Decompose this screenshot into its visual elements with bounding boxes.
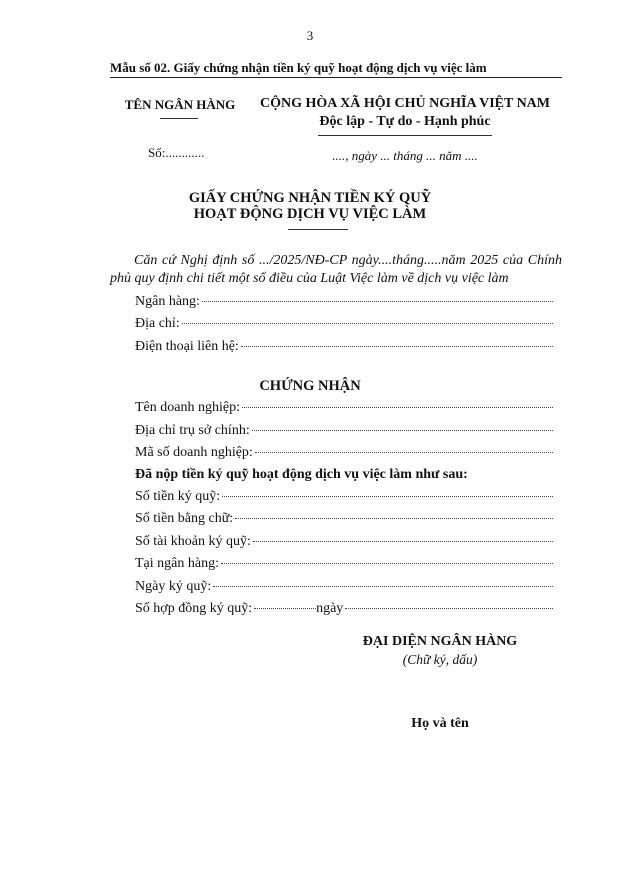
fill-line[interactable] (252, 430, 553, 431)
field-amount-in-words[interactable] (135, 511, 553, 527)
field-enterprise-code[interactable] (135, 445, 553, 461)
field-enterprise-name[interactable] (135, 400, 553, 416)
republic-heading: CỘNG HÒA XÃ HỘI CHỦ NGHĨA VIỆT NAM (259, 96, 550, 111)
certify-heading: CHỨNG NHẬN (259, 378, 361, 394)
field-label: Ngân hàng: (135, 294, 200, 309)
top-divider (110, 77, 562, 78)
field-label-date: ngày (316, 601, 344, 616)
paid-heading: Đã nộp tiền ký quỹ hoạt động dịch vụ việc làm như sau: (135, 467, 468, 482)
fill-line[interactable] (241, 346, 553, 347)
field-bank-phone[interactable] (135, 339, 553, 355)
field-deposit-date[interactable] (135, 579, 553, 595)
document-number: Số:............ (148, 145, 205, 160)
form-code: Mẫu số 02. Giấy chứng nhận tiền ký quỹ hoạt động dịch vụ việc làm (110, 60, 487, 75)
fill-line[interactable] (235, 518, 553, 519)
field-deposit-amount[interactable] (135, 489, 553, 505)
fill-line[interactable] (221, 563, 553, 564)
date-line: ...., ngày ... tháng ... năm .... (332, 148, 478, 163)
signature-name-label: Họ và tên (411, 716, 469, 731)
fill-line[interactable] (255, 452, 553, 453)
field-bank-address[interactable] (135, 316, 553, 332)
document-title-line-1: GIẤY CHỨNG NHẬN TIỀN KÝ QUỸ (188, 190, 432, 206)
fill-line[interactable] (202, 301, 553, 302)
fill-line[interactable] (242, 407, 553, 408)
fill-line[interactable] (222, 496, 553, 497)
motto-underline (318, 135, 492, 136)
signature-instruction: (Chữ ký, dấu) (402, 652, 478, 667)
field-label: Tên doanh nghiệp: (135, 400, 240, 415)
fill-line[interactable] (254, 608, 316, 609)
field-deposit-account[interactable] (135, 534, 553, 550)
document-title-line-2: HOẠT ĐỘNG DỊCH VỤ VIỆC LÀM (193, 206, 427, 222)
field-label: Điện thoại liên hệ: (135, 339, 239, 354)
field-bank[interactable] (135, 294, 553, 310)
national-motto: Độc lập - Tự do - Hạnh phúc (319, 114, 491, 129)
field-label: Địa chỉ: (135, 316, 180, 331)
fill-line[interactable] (345, 608, 553, 609)
fill-line[interactable] (182, 323, 553, 324)
field-label: Số hợp đồng ký quỹ: (135, 601, 253, 616)
field-label: Ngày ký quỹ: (135, 579, 212, 594)
field-label: Địa chỉ trụ sở chính: (135, 423, 250, 438)
fill-line[interactable] (253, 541, 553, 542)
legal-basis: Căn cứ Nghị định số .../2025/NĐ-CP ngày....tháng.....năm 2025 của Chính phủ quy định chi tiết một số điều của Luật Việc làm về dịch vụ việc làm (110, 253, 562, 286)
field-label: Số tiền bằng chữ: (135, 511, 234, 526)
bank-name-heading: TÊN NGÂN HÀNG (124, 97, 236, 112)
page-number: 3 (306, 28, 314, 43)
field-at-bank[interactable] (135, 556, 553, 572)
field-label: Số tiền ký quỹ: (135, 489, 221, 504)
field-label: Số tài khoản ký quỹ: (135, 534, 251, 549)
bank-name-underline (160, 118, 198, 119)
fill-line[interactable] (213, 586, 553, 587)
signature-title: ĐẠI DIỆN NGÂN HÀNG (362, 634, 518, 649)
field-label: Tại ngân hàng: (135, 556, 219, 571)
field-contract-number[interactable] (135, 601, 553, 617)
field-label: Mã số doanh nghiệp: (135, 445, 253, 460)
title-underline (288, 229, 348, 230)
field-head-office[interactable] (135, 423, 553, 439)
